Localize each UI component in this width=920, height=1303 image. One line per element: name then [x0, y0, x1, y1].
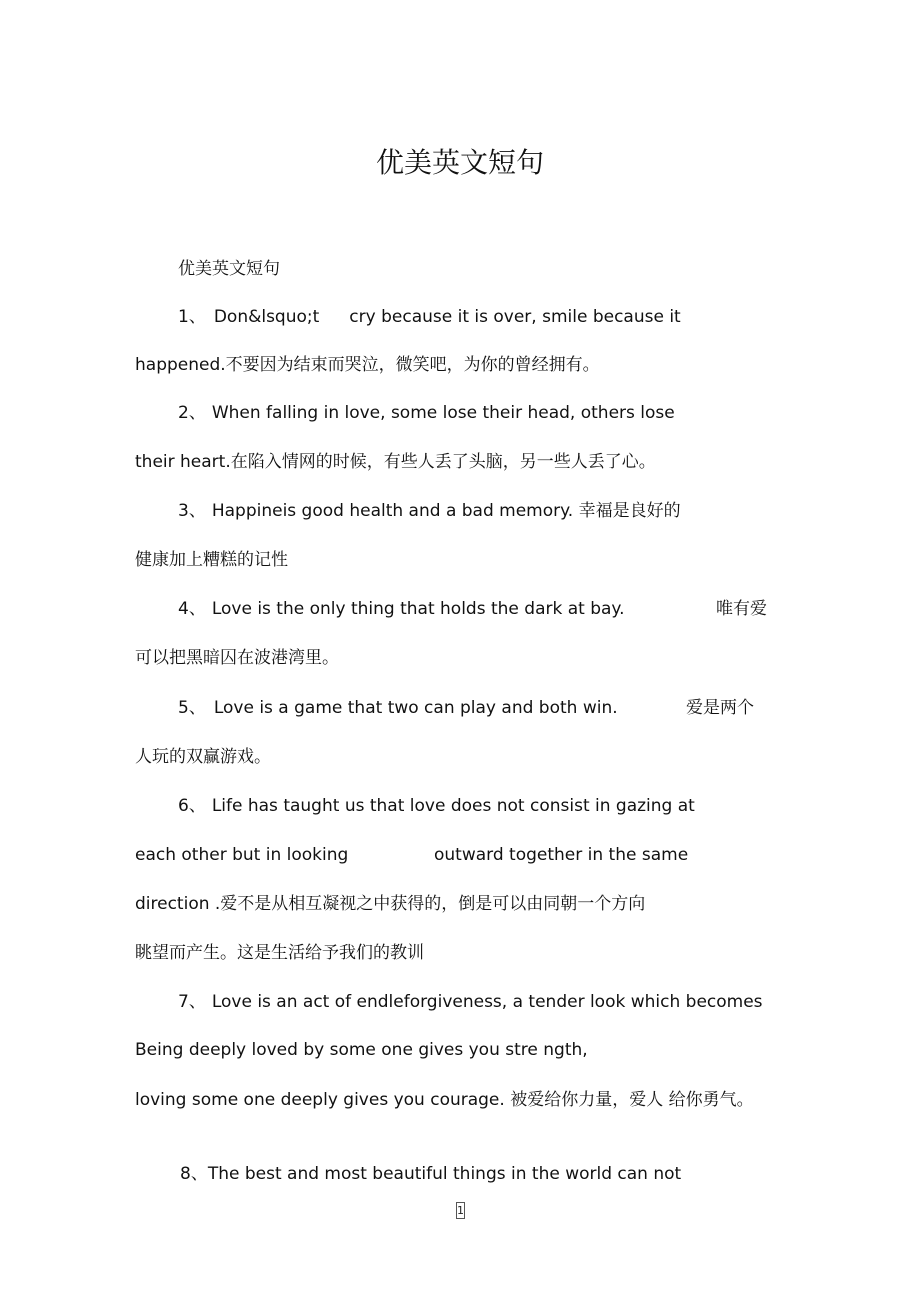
item-number: 5、: [178, 698, 206, 718]
item-text: Love is the only thing that holds the dark at bay.: [211, 599, 625, 619]
item-text: The best and most beautiful things in the world can not: [207, 1164, 682, 1184]
item-text: 唯有爱: [716, 599, 767, 619]
item-text: their heart.在陷入情网的时候，有些人丢了头脑，另一些人丢了心。: [135, 452, 656, 472]
list-item: [180, 1162, 681, 1186]
item-number: 2、: [178, 403, 206, 423]
item-text: 爱是两个: [686, 698, 754, 718]
item-text: Love is a game that two can play and both win.: [213, 698, 618, 718]
document-title: 优美英文短句: [375, 146, 544, 179]
item-number: 8、: [180, 1164, 208, 1184]
page-number: 1: [457, 1204, 464, 1217]
item-text: Love is an act of endleforgiveness, a tender look which becomes: [211, 992, 763, 1012]
list-item: [178, 401, 675, 425]
section-heading: 优美英文短句: [178, 259, 280, 279]
list-item: [178, 305, 681, 329]
item-text: each other but in looking: [135, 845, 349, 865]
list-item: [178, 794, 695, 818]
item-text: 健康加上糟糕的记性: [135, 550, 288, 570]
item-text: direction .爱不是从相互凝视之中获得的，倒是可以由同朝一个方向: [135, 894, 646, 914]
item-text: cry because it is over, smile because it: [349, 307, 681, 327]
item-number: 3、: [178, 501, 206, 521]
item-text: loving some one deeply gives you courage. 被爱给你力量，爱人 给你勇气。: [135, 1090, 754, 1110]
item-text: 人玩的双赢游戏。: [135, 747, 271, 767]
list-item: [178, 990, 763, 1014]
item-text: Life has taught us that love does not consist in gazing at: [211, 796, 695, 816]
item-text: Being deeply loved by some one gives you stre ngth,: [135, 1040, 588, 1060]
item-text: happened.不要因为结束而哭泣，微笑吧，为你的曾经拥有。: [135, 355, 600, 375]
list-item: [178, 696, 618, 720]
list-item: [178, 597, 624, 621]
item-number: 4、: [178, 599, 206, 619]
item-text: Don&lsquo;t: [213, 307, 320, 327]
item-number: 7、: [178, 992, 206, 1012]
item-text: outward together in the same: [434, 845, 689, 865]
item-number: 6、: [178, 796, 206, 816]
item-text: Happineis good health and a bad memory. 幸福是良好的: [211, 501, 681, 521]
item-text: When falling in love, some lose their head, others lose: [211, 403, 675, 423]
list-item: [178, 499, 681, 523]
item-number: 1、: [178, 307, 206, 327]
item-text: 眺望而产生。这是生活给予我们的教训: [135, 943, 424, 963]
item-text: 可以把黑暗囚在波港湾里。: [135, 648, 339, 668]
